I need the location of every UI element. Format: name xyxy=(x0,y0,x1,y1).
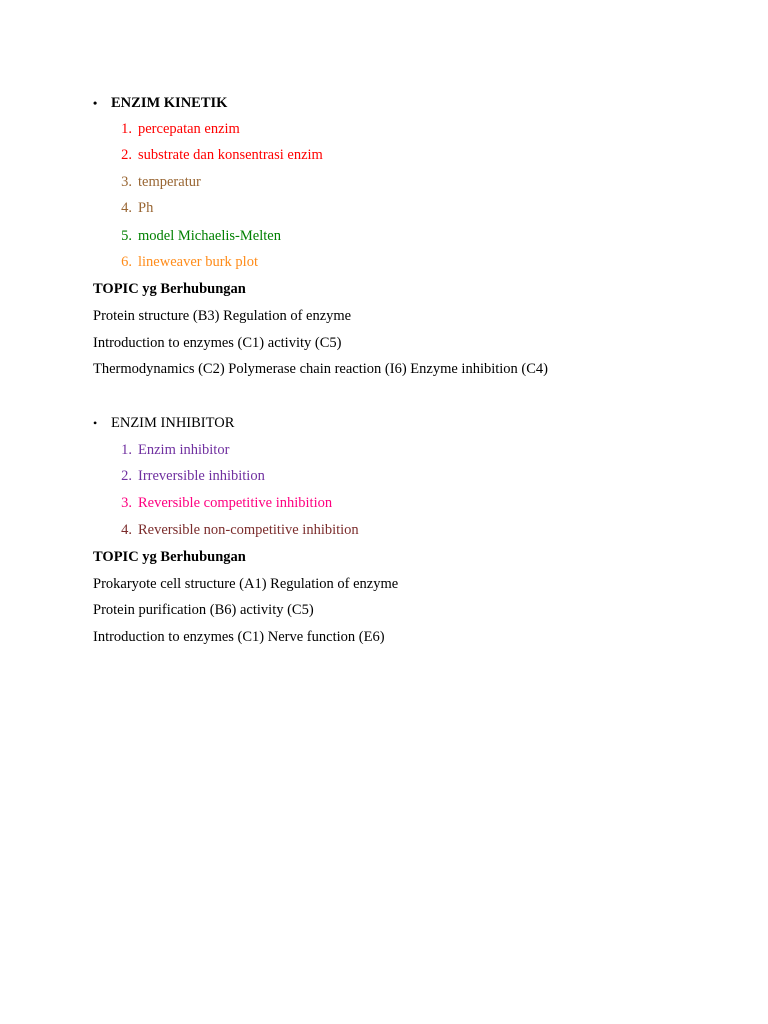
bullet-icon: • xyxy=(93,96,98,110)
section1-heading-line xyxy=(93,94,227,112)
list-text: substrate dan konsentrasi enzim xyxy=(138,147,323,163)
list-text: temperatur xyxy=(138,174,201,190)
list-text: model Michaelis-Melten xyxy=(138,228,281,244)
list-text: Ph xyxy=(138,200,154,216)
list-number: 1. xyxy=(121,442,132,458)
list-number: 2. xyxy=(121,147,132,163)
list-number: 4. xyxy=(121,522,132,538)
section2-list-item xyxy=(112,521,359,539)
list-number: 3. xyxy=(121,495,132,511)
section2-heading: ENZIM INHIBITOR xyxy=(111,415,235,431)
section1-list-item xyxy=(112,199,153,217)
section1-list-item xyxy=(112,146,323,164)
list-number: 3. xyxy=(121,174,132,190)
section1-list-item xyxy=(112,120,240,138)
section1-list-item xyxy=(112,253,258,271)
section1-list-item xyxy=(112,173,201,191)
section1-list-item xyxy=(112,227,281,245)
list-text: Enzim inhibitor xyxy=(138,442,230,458)
section1-topic-line: Introduction to enzymes (C1) activity (C5) xyxy=(93,335,342,351)
section2-heading-line xyxy=(93,414,234,432)
list-number: 4. xyxy=(121,200,132,216)
section2-list-item xyxy=(112,467,265,485)
section2-list-item xyxy=(112,441,229,459)
section1-topic-line: Thermodynamics (C2) Polymerase chain reaction (I6) Enzyme inhibition (C4) xyxy=(93,361,549,377)
list-text: lineweaver burk plot xyxy=(138,254,258,270)
list-number: 6. xyxy=(121,254,132,270)
list-text: Reversible non-competitive inhibition xyxy=(138,522,359,538)
section1-topic-heading: TOPIC yg Berhubungan xyxy=(93,281,246,297)
section2-topic-line: Prokaryote cell structure (A1) Regulation of enzyme xyxy=(93,576,399,592)
list-number: 1. xyxy=(121,121,132,137)
list-text: Reversible competitive inhibition xyxy=(138,495,333,511)
bullet-icon: • xyxy=(93,416,98,430)
list-number: 5. xyxy=(121,228,132,244)
section2-topic-heading: TOPIC yg Berhubungan xyxy=(93,549,246,565)
section1-heading: ENZIM KINETIK xyxy=(111,95,228,111)
section2-list-item xyxy=(112,494,332,512)
list-text: percepatan enzim xyxy=(138,121,240,137)
list-text: Irreversible inhibition xyxy=(138,468,265,484)
section2-topic-line: Protein purification (B6) activity (C5) xyxy=(93,602,314,618)
section2-topic-line: Introduction to enzymes (C1) Nerve function (E6) xyxy=(93,629,385,645)
section1-topic-line: Protein structure (B3) Regulation of enzyme xyxy=(93,308,352,324)
list-number: 2. xyxy=(121,468,132,484)
